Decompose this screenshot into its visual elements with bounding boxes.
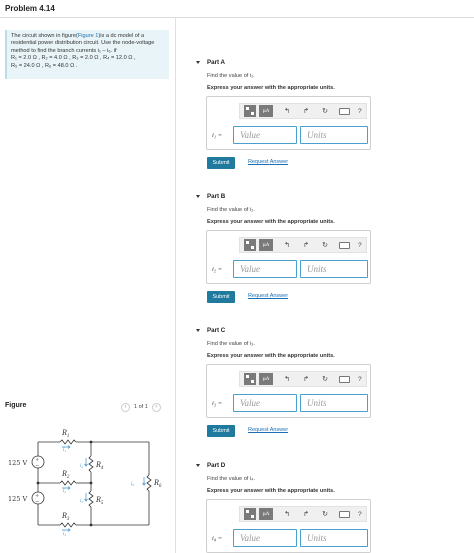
part-a-toolbar — [239, 103, 367, 119]
part-d-header[interactable] — [196, 460, 225, 470]
resistor-r6 — [147, 475, 151, 491]
reset-icon[interactable]: ↻ — [322, 108, 328, 115]
statement-intro: The circuit shown in figure( — [11, 33, 78, 39]
part-c-header[interactable] — [196, 325, 225, 335]
collapse-caret-icon — [196, 464, 200, 467]
part-d-variable-label: i₄ = — [212, 535, 223, 542]
arrow-i5 — [85, 493, 88, 501]
part-c-units-input[interactable]: Units — [300, 394, 368, 412]
part-b-variable-label: i₂ = — [212, 266, 223, 273]
part-a-variable-label: i₁ = — [212, 132, 223, 139]
label-r6: $R_6$ — [154, 478, 162, 489]
part-a-answer-box — [206, 96, 371, 150]
column-divider — [175, 17, 176, 553]
part-b-units-input[interactable]: Units — [300, 260, 368, 278]
part-c-title: Part C — [207, 326, 226, 334]
help-icon[interactable]: ? — [358, 241, 362, 249]
current-i2: i₂ — [63, 489, 67, 494]
units-template-button[interactable]: μA — [259, 508, 273, 520]
resistor-r5 — [89, 491, 93, 507]
part-c-answer-box — [206, 364, 371, 418]
resistor-r4 — [89, 456, 93, 472]
units-template-button[interactable]: μA — [259, 373, 273, 385]
part-a-instruction: Express your answer with the appropriate units. — [207, 85, 335, 91]
node-top — [90, 441, 93, 444]
part-a-value-input[interactable]: Value — [233, 126, 297, 144]
help-icon[interactable]: ? — [358, 510, 362, 518]
resistor-r1 — [60, 440, 76, 444]
circuit-diagram — [5, 425, 175, 553]
prev-figure-button[interactable]: ‹ — [121, 403, 130, 412]
source-upper-minus: − — [35, 463, 40, 469]
collapse-caret-icon — [196, 329, 200, 332]
keyboard-icon[interactable] — [339, 376, 350, 383]
part-b-instruction: Express your answer with the appropriate units. — [207, 219, 335, 225]
current-i5: i₅ — [80, 499, 84, 504]
collapse-caret-icon — [196, 61, 200, 64]
template-icon[interactable] — [244, 373, 256, 385]
statement-values-2: R₅ = 24.0 Ω , R₆ = 48.0 Ω . — [11, 62, 78, 69]
part-b-toolbar — [239, 237, 367, 253]
part-d-prompt: Find the value of i₄. — [207, 476, 255, 482]
label-r1: $R_1$ — [62, 428, 70, 439]
units-template-button[interactable]: μA — [259, 239, 273, 251]
redo-icon[interactable]: ↱ — [303, 511, 309, 518]
figure-label: Figure — [5, 402, 27, 409]
part-c-prompt: Find the value of i₃. — [207, 341, 255, 347]
part-a-header[interactable] — [196, 57, 225, 67]
redo-icon[interactable]: ↱ — [303, 108, 309, 115]
source-lower-plus: + — [35, 493, 40, 499]
resistor-r3 — [60, 523, 76, 527]
problem-statement — [5, 30, 169, 79]
figure-link[interactable]: Figure 1 — [77, 33, 99, 39]
units-template-button[interactable]: μA — [259, 105, 273, 117]
part-d-instruction: Express your answer with the appropriate units. — [207, 488, 335, 494]
reset-icon[interactable]: ↻ — [322, 242, 328, 249]
statement-rest: )is a dc model of a residential power distribution circuit. Use the node-voltage method to find the branch currents i₁ – i₆. if — [11, 33, 155, 54]
current-i1: i₁ — [63, 448, 67, 453]
redo-icon[interactable]: ↱ — [303, 376, 309, 383]
help-icon[interactable]: ? — [358, 375, 362, 383]
undo-icon[interactable]: ↰ — [284, 511, 290, 518]
label-r3: $R_3$ — [62, 511, 70, 522]
reset-icon[interactable]: ↻ — [322, 511, 328, 518]
reset-icon[interactable]: ↻ — [322, 376, 328, 383]
part-c-submit-button[interactable]: Submit — [207, 425, 235, 437]
part-c-request-answer-link[interactable]: Request Answer — [248, 427, 289, 433]
template-icon[interactable] — [244, 239, 256, 251]
part-c-toolbar — [239, 371, 367, 387]
next-figure-button[interactable]: › — [152, 403, 161, 412]
node-left — [37, 482, 40, 485]
keyboard-icon[interactable] — [339, 511, 350, 518]
part-b-submit-button[interactable]: Submit — [207, 291, 235, 303]
part-a-prompt: Find the value of i₁. — [207, 73, 255, 79]
node-middle — [90, 482, 93, 485]
source-voltage-upper: 125 V — [8, 459, 28, 467]
part-d-answer-box — [206, 499, 371, 553]
part-a-submit-button[interactable]: Submit — [207, 157, 235, 169]
part-b-title: Part B — [207, 192, 226, 200]
node-bottom — [90, 524, 93, 527]
current-i3: i₃ — [63, 532, 67, 537]
part-d-toolbar — [239, 506, 367, 522]
part-a-request-answer-link[interactable]: Request Answer — [248, 159, 289, 165]
part-c-value-input[interactable]: Value — [233, 394, 297, 412]
part-c-variable-label: i₃ = — [212, 400, 223, 407]
part-c-instruction: Express your answer with the appropriate units. — [207, 353, 335, 359]
part-b-header[interactable] — [196, 191, 225, 201]
label-r4: $R_4$ — [96, 460, 104, 471]
part-d-value-input[interactable]: Value — [233, 529, 297, 547]
keyboard-icon[interactable] — [339, 108, 350, 115]
source-lower-minus: − — [35, 499, 40, 505]
part-d-units-input[interactable]: Units — [300, 529, 368, 547]
part-d-title: Part D — [207, 461, 226, 469]
figure-pager — [121, 402, 161, 412]
part-b-value-input[interactable]: Value — [233, 260, 297, 278]
undo-icon[interactable]: ↰ — [284, 108, 290, 115]
part-a-title: Part A — [207, 58, 225, 66]
part-a-units-input[interactable]: Units — [300, 126, 368, 144]
undo-icon[interactable]: ↰ — [284, 376, 290, 383]
arrow-i6 — [143, 477, 146, 485]
label-r5: $R_5$ — [96, 495, 104, 506]
template-icon[interactable] — [244, 105, 256, 117]
label-r2: $R_2$ — [62, 469, 70, 480]
part-b-request-answer-link[interactable]: Request Answer — [248, 293, 289, 299]
collapse-caret-icon — [196, 195, 200, 198]
template-icon[interactable] — [244, 508, 256, 520]
part-b-answer-box — [206, 230, 371, 284]
resistor-r2 — [60, 481, 76, 485]
redo-icon[interactable]: ↱ — [303, 242, 309, 249]
title-divider — [0, 17, 474, 18]
source-voltage-lower: 125 V — [8, 495, 28, 503]
help-icon[interactable]: ? — [358, 107, 362, 115]
source-upper-plus: + — [35, 457, 40, 463]
part-b-prompt: Find the value of i₂. — [207, 207, 255, 213]
current-i4: i₄ — [80, 464, 84, 469]
arrow-i4 — [85, 458, 88, 466]
undo-icon[interactable]: ↰ — [284, 242, 290, 249]
keyboard-icon[interactable] — [339, 242, 350, 249]
current-i6: i₆ — [131, 482, 135, 487]
figure-page-indicator: 1 of 1 — [134, 404, 148, 410]
statement-values-1: R₁ = 2.0 Ω , R₂ = 4.0 Ω , R₃ = 2.0 Ω , R₄ = 12.0 Ω , — [11, 55, 136, 62]
problem-title: Problem 4.14 — [5, 4, 55, 13]
